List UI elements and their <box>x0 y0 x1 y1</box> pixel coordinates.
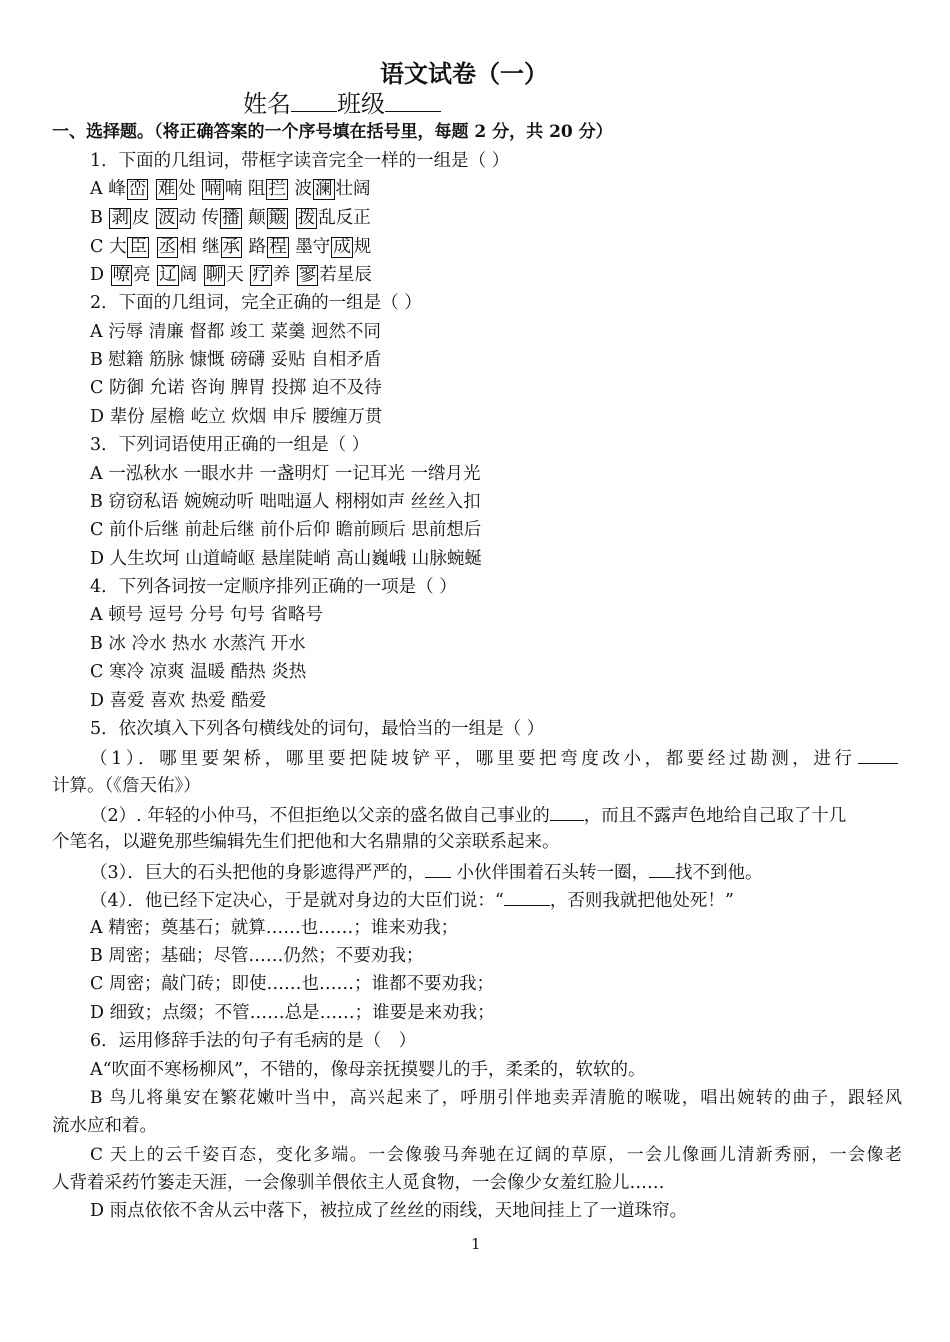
boxed-char: 喃 <box>204 179 222 199</box>
answer-blank[interactable] <box>550 802 584 821</box>
answer-blank[interactable] <box>858 745 898 764</box>
boxed-char: 峦 <box>128 179 147 199</box>
q6-option-b-cont: 流水应和着。 <box>52 1116 157 1136</box>
q5-option-b: B 周密；基础；尽管……仍然；不要劝我； <box>90 946 424 966</box>
q1-option-b: B 剥 皮 波 动 传 播 颠 簸 拨 乱反正 <box>90 208 371 228</box>
q5-sentence-1: （1）．哪里要架桥，哪里要把陡坡铲平，哪里要把弯度改小，都要经过勘测，进行 <box>90 745 902 771</box>
q3-option-b: B 窃窃私语 婉婉动听 咄咄逼人 栩栩如声 丝丝入扣 <box>90 492 481 512</box>
name-blank[interactable] <box>291 93 337 112</box>
question-6-stem: 6．运用修辞手法的句子有毛病的是（ ） <box>90 1031 417 1051</box>
boxed-char: 寥 <box>298 265 317 285</box>
question-4-stem: 4．下列各词按一定顺序排列正确的一项是（ ） <box>90 577 457 597</box>
question-3-stem: 3．下列词语使用正确的一组是（ ） <box>90 435 370 455</box>
q1-option-a: A 峰 峦 难 处 喃 喃 阻 拦 波 澜 壮阔 <box>90 179 371 199</box>
q1-option-d: D 嘹 亮 辽 阔 聊 天 疗 养 寥 若星辰 <box>90 265 372 285</box>
q5-option-a: A 精密；奠基石；就算……也……；谁来劝我； <box>90 918 459 938</box>
boxed-char: 嘹 <box>112 265 131 285</box>
q6-option-d: D 雨点依依不舍从云中落下，被拉成了丝丝的雨线，天地间挂上了一道珠帘。 <box>90 1201 688 1221</box>
q4-option-c: C 寒冷 凉爽 温暖 酷热 炎热 <box>90 662 307 682</box>
boxed-char: 拦 <box>268 179 286 199</box>
answer-blank[interactable] <box>425 859 451 878</box>
q5-option-d: D 细致；点缀；不管……总是……；谁要是来劝我； <box>90 1003 495 1023</box>
q3-option-c: C 前仆后继 前赴后继 前仆后仰 瞻前顾后 思前想后 <box>90 520 482 540</box>
q2-option-d: D 辈份 屋檐 屹立 炊烟 申斥 腰缠万贯 <box>90 407 383 427</box>
q6-option-c-cont: 人背着采药竹篓走天涯，一会像驯羊偎依主人觅食物，一会像少女羞红脸儿…… <box>52 1173 665 1193</box>
question-5-stem: 5．依次填入下列各句横线处的词句，最恰当的一组是（ ） <box>90 719 545 739</box>
section-heading: 一、选择题。（将正确答案的一个序号填在括号里，每题 2 分，共 20 分） <box>52 122 613 142</box>
q5-sentence-2-cont: 个笔名，以避免那些编辑先生们把他和大名鼎鼎的父亲联系起来。 <box>52 832 560 852</box>
name-label: 姓名 <box>243 90 291 118</box>
name-class-line <box>243 92 441 116</box>
q3-option-a: A 一泓秋水 一眼水井 一盏明灯 一记耳光 一绺月光 <box>90 464 481 484</box>
q2-option-b: B 慰籍 筋脉 慷慨 磅礴 妥贴 自相矛盾 <box>90 350 382 370</box>
q4-option-b: B 冰 冷水 热水 水蒸汽 开水 <box>90 634 306 654</box>
q5-option-c: C 周密；敲门砖；即使……也……；谁都不要劝我； <box>90 974 494 994</box>
class-label: 班级 <box>337 90 385 118</box>
boxed-char: 成 <box>333 237 351 257</box>
q3-option-d: D 人生坎坷 山道崎岖 悬崖陡峭 高山巍峨 山脉蜿蜒 <box>90 549 482 569</box>
answer-blank[interactable] <box>504 887 550 906</box>
boxed-char: 程 <box>269 237 287 257</box>
boxed-char: 波 <box>158 208 176 228</box>
page-number: 1 <box>471 1235 481 1253</box>
question-2-stem: 2．下面的几组词，完全正确的一组是（ ） <box>90 293 422 313</box>
class-blank[interactable] <box>385 93 441 112</box>
boxed-char: 承 <box>222 237 241 257</box>
q5-sentence-3: （3）．巨大的石头把他的身影遮得严严的， 小伙伴围着石头转一圈， 找不到他。 <box>90 859 762 885</box>
q1-option-c: C 大 臣 丞 相 继 承 路 程 墨守 成 规 <box>90 237 372 257</box>
q5-sentence-1-cont: 计算。（《詹天佑》） <box>52 776 201 796</box>
boxed-char: 剥 <box>111 208 129 228</box>
boxed-char: 拨 <box>297 208 316 228</box>
boxed-char: 聊 <box>205 265 224 285</box>
boxed-char: 辽 <box>159 265 177 285</box>
boxed-char: 难 <box>157 179 176 199</box>
boxed-char: 簸 <box>268 208 287 228</box>
question-1-stem: 1．下面的几组词，带框字读音完全一样的一组是（ ） <box>90 151 510 171</box>
answer-blank[interactable] <box>649 859 675 878</box>
boxed-char: 澜 <box>315 179 333 199</box>
q6-option-b: B 鸟儿将巢安在繁花嫩叶当中，高兴起来了，呼朋引伴地卖弄清脆的喉咙，唱出婉转的曲子，跟轻风 <box>90 1088 902 1108</box>
q4-option-d: D 喜爱 喜欢 热爱 酷爱 <box>90 691 267 711</box>
boxed-char: 播 <box>222 208 240 228</box>
q4-option-a: A 顿号 逗号 分号 句号 省略号 <box>90 605 323 625</box>
q5-sentence-4: （4）．他已经下定决心，于是就对身边的大臣们说：“ ，否则我就把他处死！” <box>90 887 734 913</box>
q2-option-a: A 污辱 清廉 督都 竣工 菜羹 迥然不同 <box>90 322 382 342</box>
boxed-char: 疗 <box>252 265 270 285</box>
q6-option-a: A“吹面不寒杨柳风”，不错的，像母亲抚摸婴儿的手，柔柔的，软软的。 <box>90 1060 646 1080</box>
boxed-char: 臣 <box>129 237 147 257</box>
q5-sentence-2: （2）. 年轻的小仲马，不但拒绝以父亲的盛名做自己事业的 ，而且不露声色地给自己取了十几 <box>90 802 846 828</box>
q6-option-c: C 天上的云千姿百态，变化多端。一会像骏马奔驰在辽阔的草原，一会儿像画儿清新秀丽，一会像老 <box>90 1145 902 1165</box>
q2-option-c: C 防御 允诺 咨询 脾胃 投掷 迫不及待 <box>90 378 382 398</box>
page-title: 语文试卷（一） <box>380 59 548 88</box>
boxed-char: 丞 <box>158 237 177 257</box>
